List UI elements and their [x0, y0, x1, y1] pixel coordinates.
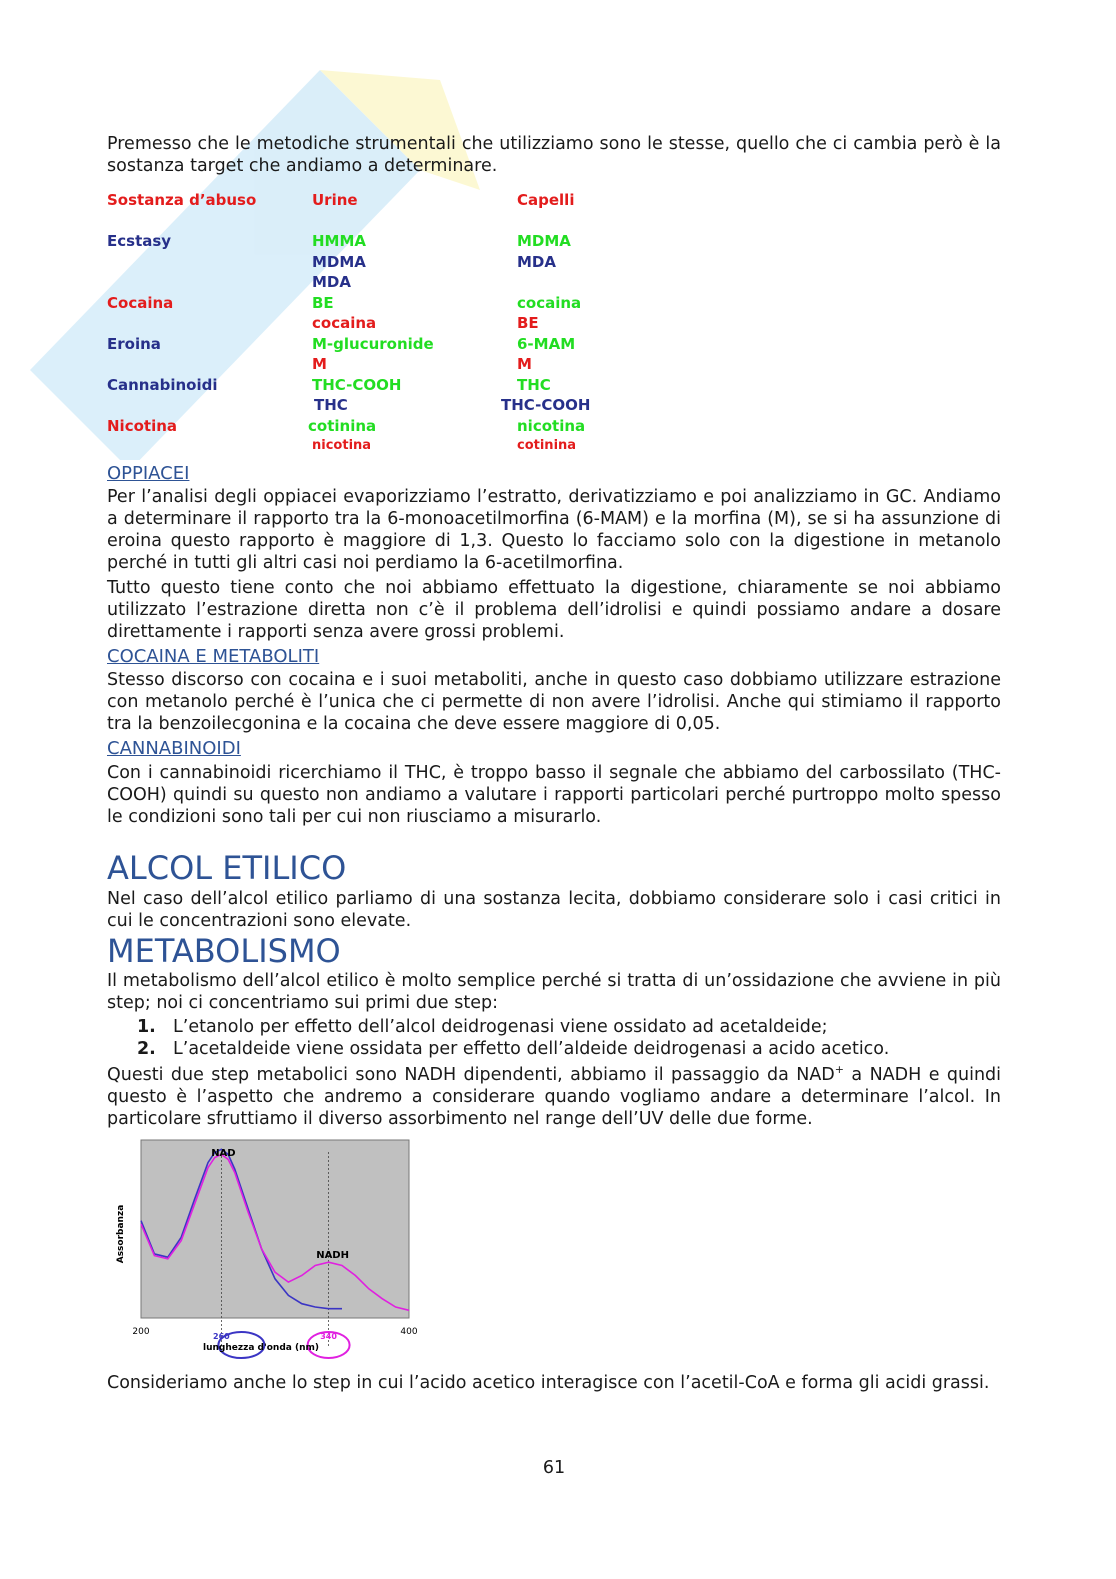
cell-urine: cocaina — [312, 314, 377, 332]
header-urine: Urine — [312, 191, 358, 209]
step-text: L’etanolo per effetto dell’alcol deidrogenasi viene ossidato ad acetaldeide; — [173, 1017, 828, 1037]
cell-urine: nicotina — [312, 438, 372, 453]
x-tick-label: 200 — [132, 1327, 150, 1337]
table-row — [107, 416, 637, 437]
cell-substance — [107, 436, 312, 457]
cell-hair: cocaina — [517, 293, 582, 312]
page-number: 61 — [542, 1458, 566, 1478]
table-row — [107, 272, 637, 293]
cell-hair: cotinina — [517, 438, 577, 453]
table-row — [107, 436, 637, 457]
cell-hair: MDMA — [517, 232, 571, 250]
cell-substance: Cannabinoidi — [107, 375, 218, 394]
cocaina-paragraph: Stesso discorso con cocaina e i suoi metaboliti, anche in questo caso dobbiamo utilizzare estrazione con metanolo perché è l’unica che ci permette di non avere l’idrolisi. Anche qui stimiamo il rapporto tra la benzoilecgonina e la cocaina che deve essere maggiore di 0,05. — [107, 670, 1001, 734]
p2-superscript: + — [834, 1063, 845, 1077]
cannabinoidi-paragraph: Con i cannabinoidi ricerchiamo il THC, è troppo basso il segnale che abbiamo del carbossilato (THC-COOH) quindi su questo non andiamo a valutare i rapporti particolari perché purtroppo molto spesso le condizioni sono tali per cui non riusciamo a misurarlo. — [107, 763, 1001, 827]
cell-hair: BE — [517, 314, 539, 332]
table-row — [107, 354, 637, 375]
cell-substance — [107, 313, 312, 334]
cell-urine: THC-COOH — [312, 375, 402, 394]
table-row — [107, 293, 637, 314]
cell-substance: Nicotina — [107, 416, 178, 435]
intro-paragraph: Premesso che le metodiche strumentali che utilizziamo sono le stesse, quello che ci cambia però è la sostanza target che andiamo a determinare. — [107, 134, 1001, 176]
cell-substance — [107, 272, 312, 293]
alcol-paragraph: Nel caso dell’alcol etilico parliamo di una sostanza lecita, dobbiamo considerare solo i casi critici in cui le concentrazioni sono elevate. — [107, 889, 1001, 931]
list-item — [137, 1016, 889, 1038]
cell-urine: M — [312, 355, 327, 373]
x-axis-label: lunghezza d'onda (nm) — [203, 1343, 319, 1353]
cell-hair — [517, 272, 637, 293]
header-hair: Capelli — [517, 191, 575, 209]
cell-hair: M — [517, 355, 532, 373]
oppiacei-paragraph-2: Tutto questo tiene conto che noi abbiamo effettuato la digestione, chiaramente se noi abbiamo utilizzato l’estrazione diretta non c’è il problema dell’idrolisi e quindi possiamo andare a dosare direttamente i rapporti senza avere grossi problemi. — [107, 578, 1001, 642]
header-substance: Sostanza d’abuso — [107, 191, 257, 209]
cell-substance — [107, 354, 312, 375]
table-row — [107, 252, 637, 273]
step-number: 2. — [137, 1039, 156, 1059]
annotation-nad: NAD — [211, 1148, 236, 1159]
table-row — [107, 334, 637, 355]
uv-absorbance-chart — [107, 1136, 427, 1368]
acetyl-coa-paragraph: Consideriamo anche lo step in cui l’acido acetico interagisce con l’acetil-CoA e forma gli acidi grassi. — [107, 1373, 990, 1393]
heading-cannabinoidi: CANNABINOIDI — [107, 738, 241, 759]
cell-urine: M-glucuronide — [312, 334, 434, 353]
cell-substance — [107, 395, 312, 416]
heading-metabolismo: METABOLISMO — [107, 932, 341, 970]
list-item — [137, 1038, 889, 1060]
y-axis-label: Assorbanza — [116, 1204, 126, 1264]
metabolic-steps-list — [137, 1016, 889, 1060]
table-row — [107, 313, 637, 334]
cell-hair: MDA — [517, 252, 556, 271]
oppiacei-paragraph-1: Per l’analisi degli oppiacei evaporizziamo l’estratto, derivatizziamo e poi analizziamo in GC. Andiamo a determinare il rapporto tra la 6-monoacetilmorfina (6-MAM) e la morfina (M), se si ha assunzione di eroina questo rapporto è maggiore di 1,3. Questo lo facciamo solo con la digestione in metanolo perché in tutti gli altri casi noi perdiamo la 6-acetilmorfina. — [107, 487, 1001, 573]
table-row — [107, 231, 637, 252]
step-text: L’acetaldeide viene ossidata per effetto dell’aldeide deidrogenasi a acido acetico. — [173, 1039, 890, 1059]
table-row — [107, 375, 637, 396]
annotation-nadh: NADH — [316, 1250, 349, 1261]
cell-substance: Eroina — [107, 334, 161, 353]
table-header-row — [107, 190, 637, 211]
cell-substance — [107, 252, 312, 273]
heading-alcol-etilico: ALCOL ETILICO — [107, 849, 347, 887]
table-row — [107, 395, 637, 416]
cell-urine: BE — [312, 293, 334, 312]
cell-hair: THC-COOH — [501, 396, 591, 414]
cell-urine: THC — [314, 396, 348, 414]
metabolismo-paragraph-1: Il metabolismo dell’alcol etilico è molto semplice perché si tratta di un’ossidazione che avviene in più step; noi ci concentriamo sui primi due step: — [107, 971, 1001, 1013]
cell-substance: Ecstasy — [107, 232, 172, 250]
cell-urine: HMMA — [312, 232, 367, 250]
cell-urine: MDMA — [312, 252, 366, 271]
cell-hair: nicotina — [517, 416, 586, 435]
marked-wavelength-label: 260 — [213, 1332, 230, 1341]
metabolismo-paragraph-2 — [107, 1064, 1001, 1130]
marked-wavelength-label: 340 — [320, 1332, 337, 1341]
step-number: 1. — [137, 1017, 156, 1037]
x-tick-label: 400 — [400, 1327, 418, 1337]
p2-text-b: a NADH e quindi questo è l’aspetto che andremo a considerare quando vogliamo andare a determinare l’alcol. In particolare sfruttiamo il diverso assorbimento nel range dell’UV delle due forme. — [107, 1065, 1002, 1129]
cell-hair: 6-MAM — [517, 334, 576, 353]
cell-urine: MDA — [312, 273, 351, 291]
cell-substance: Cocaina — [107, 293, 174, 312]
substance-table — [107, 190, 637, 457]
plot-area — [141, 1140, 409, 1318]
p2-text-a: Questi due step metabolici sono NADH dipendenti, abbiamo il passaggio da NAD — [107, 1065, 835, 1085]
cell-urine: cotinina — [308, 416, 377, 435]
heading-oppiacei: OPPIACEI — [107, 463, 190, 484]
cell-hair: THC — [517, 375, 551, 394]
heading-cocaina: COCAINA E METABOLITI — [107, 646, 320, 667]
